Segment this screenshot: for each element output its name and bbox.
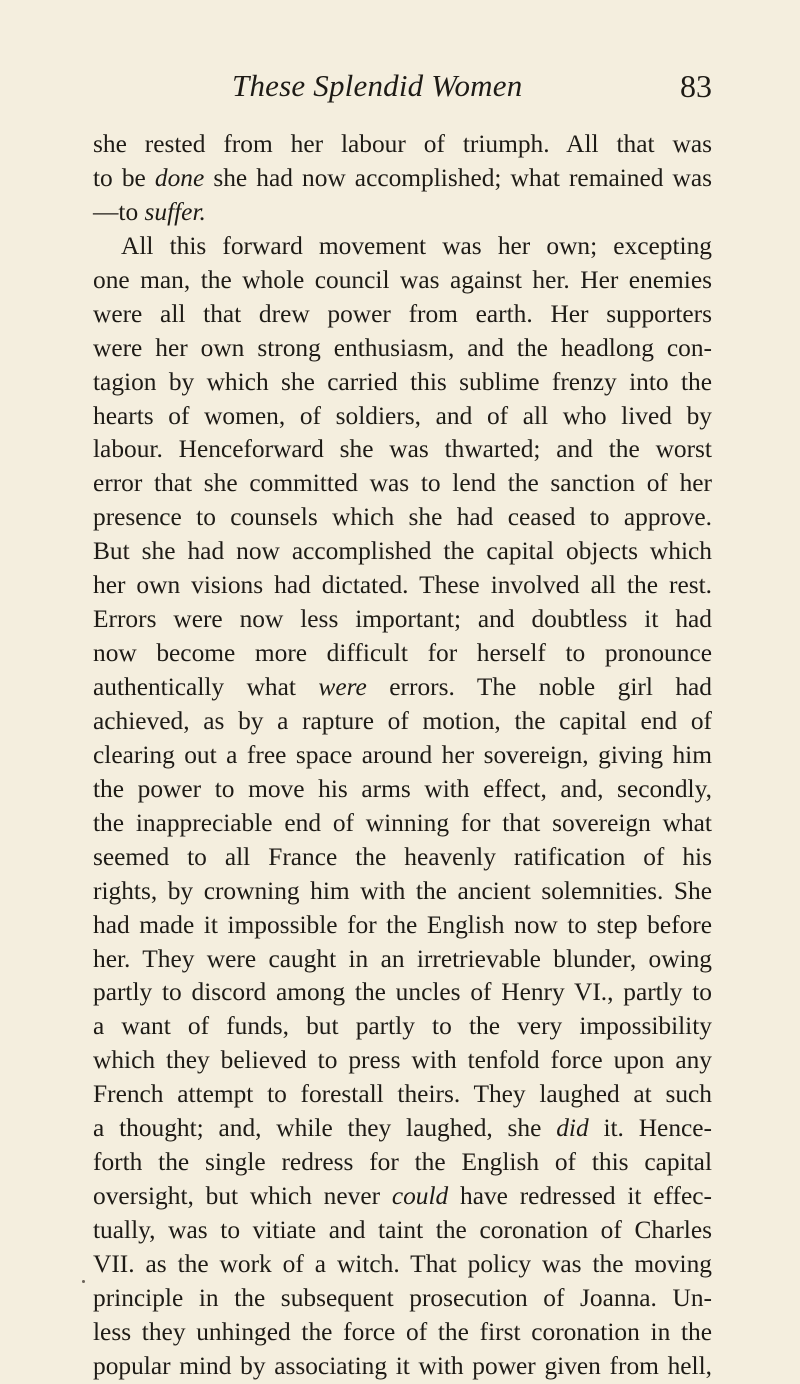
text-run: a want of funds, but partly to the very impossibility bbox=[93, 1012, 712, 1041]
body-text bbox=[93, 128, 712, 1384]
text-line bbox=[93, 162, 712, 196]
text-run: error that she committed was to lend the sanction of her bbox=[93, 469, 712, 498]
text-run: were her own strong enthusiasm, and the headlong con- bbox=[93, 333, 712, 362]
text-run: labour. Henceforward she was thwarted; and the worst bbox=[93, 435, 712, 464]
text-line bbox=[93, 400, 712, 434]
text-line bbox=[93, 298, 712, 332]
text-line bbox=[93, 569, 712, 603]
italic-text: done bbox=[154, 163, 205, 192]
text-run: achieved, as by a rapture of motion, the capital end of bbox=[93, 706, 712, 735]
text-run: it. Hence- bbox=[588, 1114, 713, 1143]
text-line bbox=[93, 909, 712, 943]
text-line bbox=[93, 875, 712, 909]
text-line bbox=[93, 1078, 712, 1112]
italic-text: did bbox=[556, 1114, 589, 1143]
text-line bbox=[93, 535, 712, 569]
text-run: But she had now accomplished the capital objects which bbox=[93, 537, 712, 566]
text-run: partly to discord among the uncles of Henry VI., partly to bbox=[93, 978, 712, 1007]
text-line bbox=[93, 1316, 712, 1350]
text-run: forth the single redress for the English of this capital bbox=[93, 1148, 712, 1177]
text-line bbox=[93, 196, 712, 230]
text-line bbox=[93, 1350, 712, 1384]
text-run: have redressed it effec- bbox=[448, 1182, 712, 1211]
text-line bbox=[93, 976, 712, 1010]
text-run: presence to counsels which she had ceased to approve. bbox=[93, 503, 712, 532]
text-line bbox=[93, 603, 712, 637]
page-header bbox=[232, 64, 712, 108]
text-line bbox=[93, 264, 712, 298]
text-line bbox=[93, 230, 712, 264]
text-line bbox=[93, 705, 712, 739]
text-run: principle in the subsequent prosecution of Joanna. Un- bbox=[93, 1283, 712, 1312]
text-run: the inappreciable end of winning for that sovereign what bbox=[93, 808, 712, 837]
text-line bbox=[93, 943, 712, 977]
text-line bbox=[93, 128, 712, 162]
text-run: errors. The noble girl had bbox=[366, 673, 712, 701]
text-run: popular mind by associating it with power given from hell, bbox=[93, 1351, 712, 1380]
text-line bbox=[93, 807, 712, 841]
text-line bbox=[93, 1248, 712, 1282]
text-run: tually, was to vitiate and taint the coronation of Charles bbox=[93, 1216, 712, 1244]
text-line bbox=[93, 467, 712, 501]
text-run: rights, by crowning him with the ancient solemnities. She bbox=[93, 876, 712, 905]
text-run: tagion by which she carried this sublime frenzy into the bbox=[93, 367, 712, 396]
text-line bbox=[93, 1044, 712, 1078]
text-run: to be bbox=[93, 163, 155, 192]
margin-speck bbox=[82, 1280, 85, 1283]
page-number: 83 bbox=[680, 68, 712, 104]
text-run: authentically what bbox=[93, 673, 319, 701]
text-run: All this forward movement was her own; excepting bbox=[121, 231, 712, 260]
text-run: which they believed to press with tenfold force upon any bbox=[93, 1046, 712, 1075]
running-title: These Splendid Women bbox=[232, 68, 523, 103]
text-run: her. They were caught in an irretrievable blunder, owing bbox=[93, 944, 712, 973]
text-run: Errors were now less important; and doubtless it had bbox=[93, 605, 712, 634]
text-line bbox=[93, 1214, 712, 1248]
text-run: seemed to all France the heavenly ratification of his bbox=[93, 842, 712, 871]
italic-text: suffer. bbox=[144, 197, 206, 226]
text-run: VII. as the work of a witch. That policy was the moving bbox=[93, 1249, 712, 1278]
text-line bbox=[93, 433, 712, 467]
text-run: she had now accomplished; what remained was bbox=[204, 163, 712, 192]
text-run: oversight, but which never bbox=[93, 1182, 392, 1211]
text-line bbox=[93, 1146, 712, 1180]
text-run: —to bbox=[93, 197, 145, 226]
text-run: now become more difficult for herself to pronounce bbox=[93, 639, 712, 668]
text-run: less they unhinged the force of the first coronation in the bbox=[93, 1317, 712, 1346]
text-line bbox=[93, 366, 712, 400]
italic-text: could bbox=[391, 1182, 449, 1211]
text-line bbox=[93, 1282, 712, 1316]
text-run: one man, the whole council was against her. Her enemies bbox=[93, 265, 712, 294]
text-line bbox=[93, 1112, 712, 1146]
text-run: a thought; and, while they laughed, she bbox=[93, 1114, 557, 1143]
text-line bbox=[93, 739, 712, 773]
text-run: her own visions had dictated. These involved all the rest. bbox=[93, 571, 712, 600]
text-run: hearts of women, of soldiers, and of all who lived by bbox=[93, 401, 712, 430]
text-run: had made it impossible for the English now to step before bbox=[93, 910, 712, 939]
text-line bbox=[93, 773, 712, 807]
text-line bbox=[93, 1010, 712, 1044]
text-run: the power to move his arms with effect, and, secondly, bbox=[93, 774, 712, 803]
text-run: were all that drew power from earth. Her supporters bbox=[93, 299, 712, 328]
text-line bbox=[93, 637, 712, 671]
text-line bbox=[93, 671, 712, 705]
text-run: clearing out a free space around her sovereign, giving him bbox=[93, 740, 712, 769]
text-line bbox=[93, 1180, 712, 1214]
italic-text: were bbox=[318, 673, 367, 701]
text-run: she rested from her labour of triumph. All that was bbox=[93, 130, 712, 158]
text-line bbox=[93, 501, 712, 535]
text-line bbox=[93, 841, 712, 875]
text-run: French attempt to forestall theirs. They laughed at such bbox=[93, 1080, 712, 1109]
text-line bbox=[93, 332, 712, 366]
